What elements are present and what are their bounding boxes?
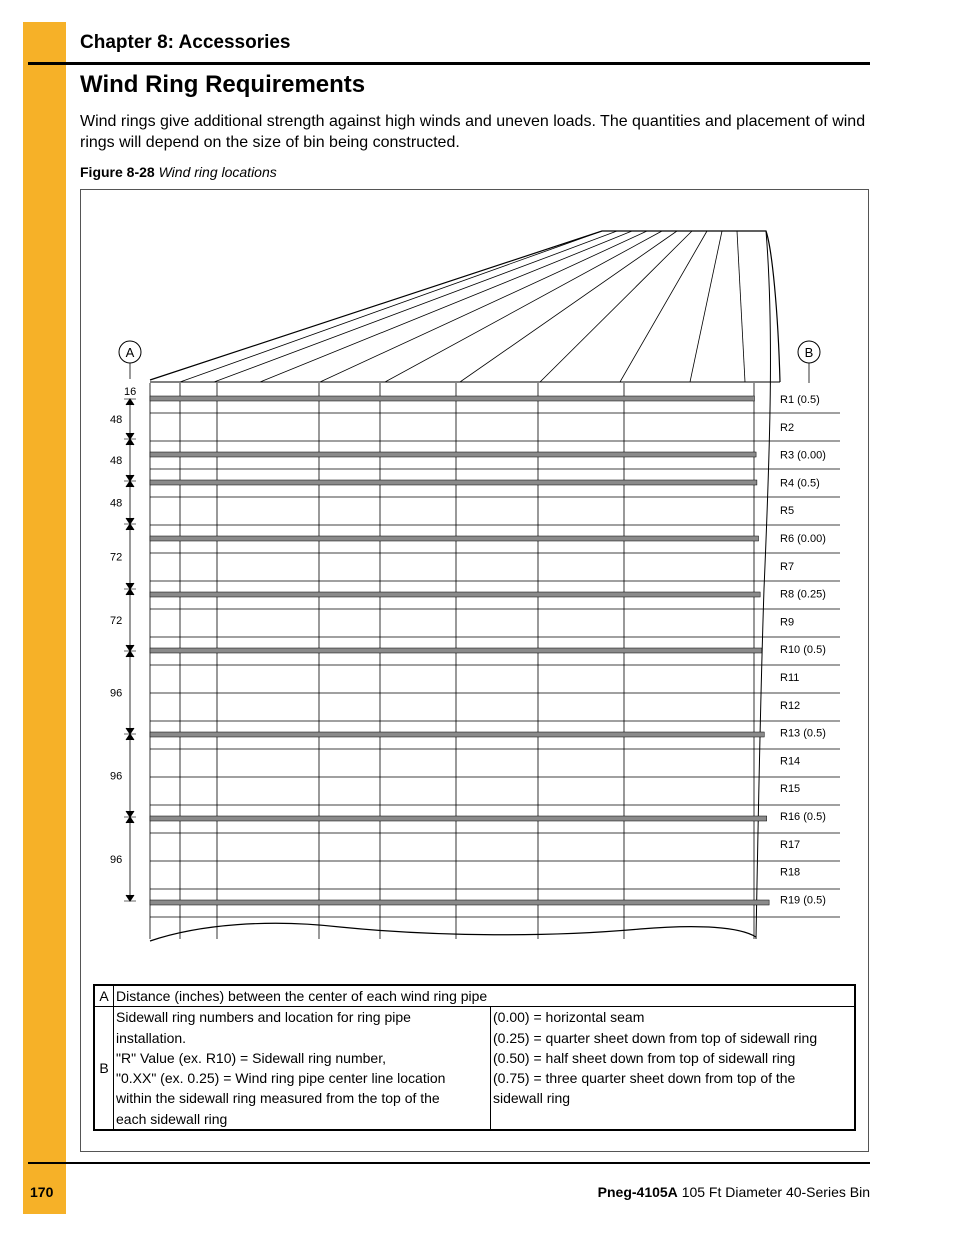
ring-label: R6 (0.00) <box>780 533 826 545</box>
dimension-markers <box>110 399 136 901</box>
ring-label: R13 (0.5) <box>780 727 826 740</box>
sidewall-bottom-break <box>150 923 756 941</box>
legend-line: "0.XX" (ex. 0.25) = Wind ring pipe center line location <box>116 1070 446 1087</box>
header-rule <box>28 62 870 65</box>
footer-doc-title <box>598 1184 870 1200</box>
wind-ring-pipe <box>150 396 754 401</box>
ring-label: R15 <box>780 783 801 796</box>
intro-paragraph: Wind rings give additional strength against high winds and uneven loads. The quantities and placement of wind rings will depend on the size of bin being constructed. <box>80 113 866 151</box>
wind-ring-pipe <box>150 480 757 485</box>
marker-a-label: A <box>125 345 135 360</box>
ring-label: R9 <box>780 616 795 629</box>
legend-key-a: A <box>94 985 114 1007</box>
legend-line: installation. <box>116 1029 187 1046</box>
ring-label: R5 <box>780 505 795 518</box>
dimension-label: 72 <box>110 615 123 627</box>
dimension-arrow-up <box>126 524 134 530</box>
dimension-arrow-up <box>126 589 134 595</box>
dimension-label: 48 <box>110 497 123 510</box>
legend-row-b <box>94 1007 855 1130</box>
ring-label: R7 <box>780 560 795 573</box>
dimension-arrow-up <box>126 399 134 405</box>
legend-table <box>93 984 856 1131</box>
figure-caption <box>80 164 277 180</box>
legend-line: (0.00) = horizontal seam <box>493 1009 645 1026</box>
roof-rib-line <box>180 231 602 382</box>
wind-ring-pipe <box>150 452 756 457</box>
legend-line: within the sidewall ring measured from the top of the <box>116 1090 440 1107</box>
dimension-label: 48 <box>110 455 123 467</box>
ring-label: R1 (0.5) <box>780 394 820 406</box>
legend-row-a <box>94 985 855 1007</box>
ring-label: R12 <box>780 699 801 712</box>
wind-ring-pipe <box>150 900 769 905</box>
roof-panels <box>150 231 780 382</box>
roof-rib-line <box>385 231 662 382</box>
roof-rib-line <box>620 231 707 382</box>
roof-outline <box>150 231 780 382</box>
legend-line: (0.50) = half sheet down from top of sidewall ring <box>493 1049 796 1066</box>
sidewall-grid <box>150 231 840 941</box>
marker-b-label: B <box>804 345 814 360</box>
legend-text-a: Distance (inches) between the center of each wind ring pipe <box>114 985 856 1007</box>
doc-description: 105 Ft Diameter 40-Series Bin <box>681 1184 870 1200</box>
dimension-arrow-down <box>126 895 134 901</box>
dimension-label: 96 <box>110 770 123 783</box>
dimension-label: 48 <box>110 414 123 426</box>
roof-rib-line <box>737 231 745 382</box>
ring-label: R4 (0.5) <box>780 477 820 490</box>
ring-label: R19 (0.5) <box>780 894 826 907</box>
chapter-tab-sidebar <box>23 22 66 1214</box>
doc-number: Pneg-4105A <box>597 1184 678 1200</box>
dimension-label: 96 <box>110 687 123 700</box>
roof-rib-line <box>460 231 677 382</box>
legend-line: sidewall ring <box>493 1090 571 1107</box>
ring-label: R14 <box>780 755 801 768</box>
page-title: Wind Ring Requirements <box>80 71 366 98</box>
footer-rule <box>28 1162 870 1164</box>
wind-ring-diagram <box>80 189 869 979</box>
chapter-heading: Chapter 8: Accessories <box>80 32 291 53</box>
legend-line: each sidewall ring <box>116 1110 228 1127</box>
dimension-arrow-up <box>126 817 134 823</box>
roof-rib-line <box>320 231 647 382</box>
roof-rib-line <box>260 231 632 382</box>
legend-text-b-right <box>491 1007 856 1130</box>
wind-ring-pipe <box>150 592 760 597</box>
roof-rib-line <box>690 231 722 382</box>
wind-ring-pipe <box>150 648 762 653</box>
legend-text-b-left <box>114 1007 491 1130</box>
dimension-arrow-up <box>126 439 134 445</box>
legend-line: Sidewall ring numbers and location for ring pipe <box>116 1009 411 1026</box>
dimension-label: 96 <box>110 854 123 866</box>
ring-label: R8 (0.25) <box>780 588 826 601</box>
figure-label: Figure 8-28 <box>80 164 155 180</box>
legend-line: (0.75) = three quarter sheet down from top of the <box>493 1070 796 1087</box>
top-dimension-label: 16 <box>124 386 137 398</box>
legend-line: (0.25) = quarter sheet down from top of sidewall ring <box>493 1029 818 1046</box>
wind-ring-pipe <box>150 536 759 541</box>
ring-labels <box>780 394 826 906</box>
wind-ring-pipe <box>150 816 767 821</box>
dimension-arrow-up <box>126 481 134 487</box>
roof-rib-line <box>214 231 617 382</box>
ring-label: R10 (0.5) <box>780 644 826 657</box>
legend-key-b: B <box>94 1007 114 1130</box>
ring-label: R17 <box>780 838 801 851</box>
dimension-arrow-up <box>126 734 134 740</box>
ring-label: R3 (0.00) <box>780 449 826 462</box>
page-number: 170 <box>30 1184 54 1200</box>
legend-line: "R" Value (ex. R10) = Sidewall ring number, <box>116 1049 386 1066</box>
figure-caption-text: Wind ring locations <box>158 164 277 180</box>
ring-label: R11 <box>780 672 800 684</box>
ring-label: R18 <box>780 866 801 879</box>
dimension-arrow-up <box>126 651 134 657</box>
ring-label: R2 <box>780 421 795 434</box>
roof-rib-line <box>540 231 692 382</box>
dimension-label: 72 <box>110 551 123 564</box>
wind-ring-pipe <box>150 732 764 737</box>
ring-label: R16 (0.5) <box>780 811 826 823</box>
